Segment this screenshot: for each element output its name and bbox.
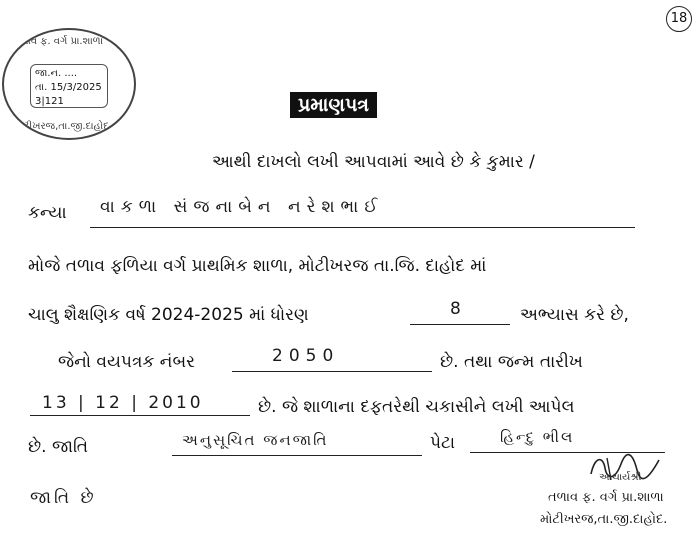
- stamp-date: 15/3/2025: [50, 82, 102, 93]
- dob-label: છે. તથા જન્મ તારીખ: [440, 352, 583, 372]
- page-number: 18: [666, 6, 692, 32]
- stamp-jan-label: જા.ન.: [35, 68, 62, 79]
- standard-underline: [410, 324, 510, 325]
- year-line-label: ચાલુ શૈક્ષણિક વર્ષ 2024-2025 માં ધોરણ: [28, 305, 309, 325]
- register-label: જેનો વયપત્રક નંબર: [58, 352, 195, 372]
- stamp-inner-box: જા.ન. .... તા. 15/3/2025 3|121: [30, 64, 108, 108]
- school-stamp: [2, 28, 136, 140]
- school-line: મોજે તળાવ ફળિયા વર્ગ પ્રાથમિક શાળા, મોટીખરજ તા.જિ. દાહોદ માં: [28, 256, 487, 276]
- footer-address: મોટીખરજ,તા.જી.દાહોદ.: [540, 512, 668, 527]
- intro-line: આથી દાખલો લખી આપવામાં આવે છે કે કુમાર /: [212, 152, 535, 172]
- stamp-outer-top: તળાવ ફ. વર્ગ પ્રા.શાળા: [14, 36, 104, 47]
- register-underline: [232, 371, 432, 372]
- register-number: 2050: [272, 346, 340, 366]
- stamp-outer-bottom: મોટીખરજ,તા.જી.દાહોદ.: [14, 121, 112, 132]
- signature-text: આચાર્યશ્રી: [599, 472, 642, 483]
- caste-value: અનુસૂચિત જનજાતિ: [182, 431, 329, 449]
- footer-school: તળાવ ફ. વર્ગ પ્રા.શાળા: [548, 490, 664, 505]
- gender-label: કન્યા: [28, 203, 67, 223]
- standard-value: 8: [450, 299, 467, 319]
- name-underline: [90, 227, 635, 228]
- verify-line: છે. જે શાળાના દફતરેથી ચકાસીને લખી આપેલ: [258, 397, 575, 417]
- closing-line: જાતિ છે: [30, 488, 97, 508]
- subcaste-label: પેટા: [430, 433, 456, 453]
- caste-underline: [172, 455, 422, 456]
- student-name: વાકળા સંજનાબેન નરેશભાઈ: [100, 197, 384, 217]
- caste-label: છે. જાતિ: [28, 437, 89, 457]
- stamp-date-label: તા.: [35, 82, 48, 93]
- principal-signature: [585, 450, 665, 484]
- stamp-serial: 3|121: [35, 96, 64, 107]
- subcaste-value: હિન્દુ ભીલ: [500, 428, 575, 446]
- dob-underline: [30, 415, 250, 416]
- certificate-title: પ્રમાણપત્ર: [290, 92, 377, 118]
- year-line-end: અભ્યાસ કરે છે,: [520, 305, 629, 325]
- date-of-birth: 13 | 12 | 2010: [42, 393, 204, 413]
